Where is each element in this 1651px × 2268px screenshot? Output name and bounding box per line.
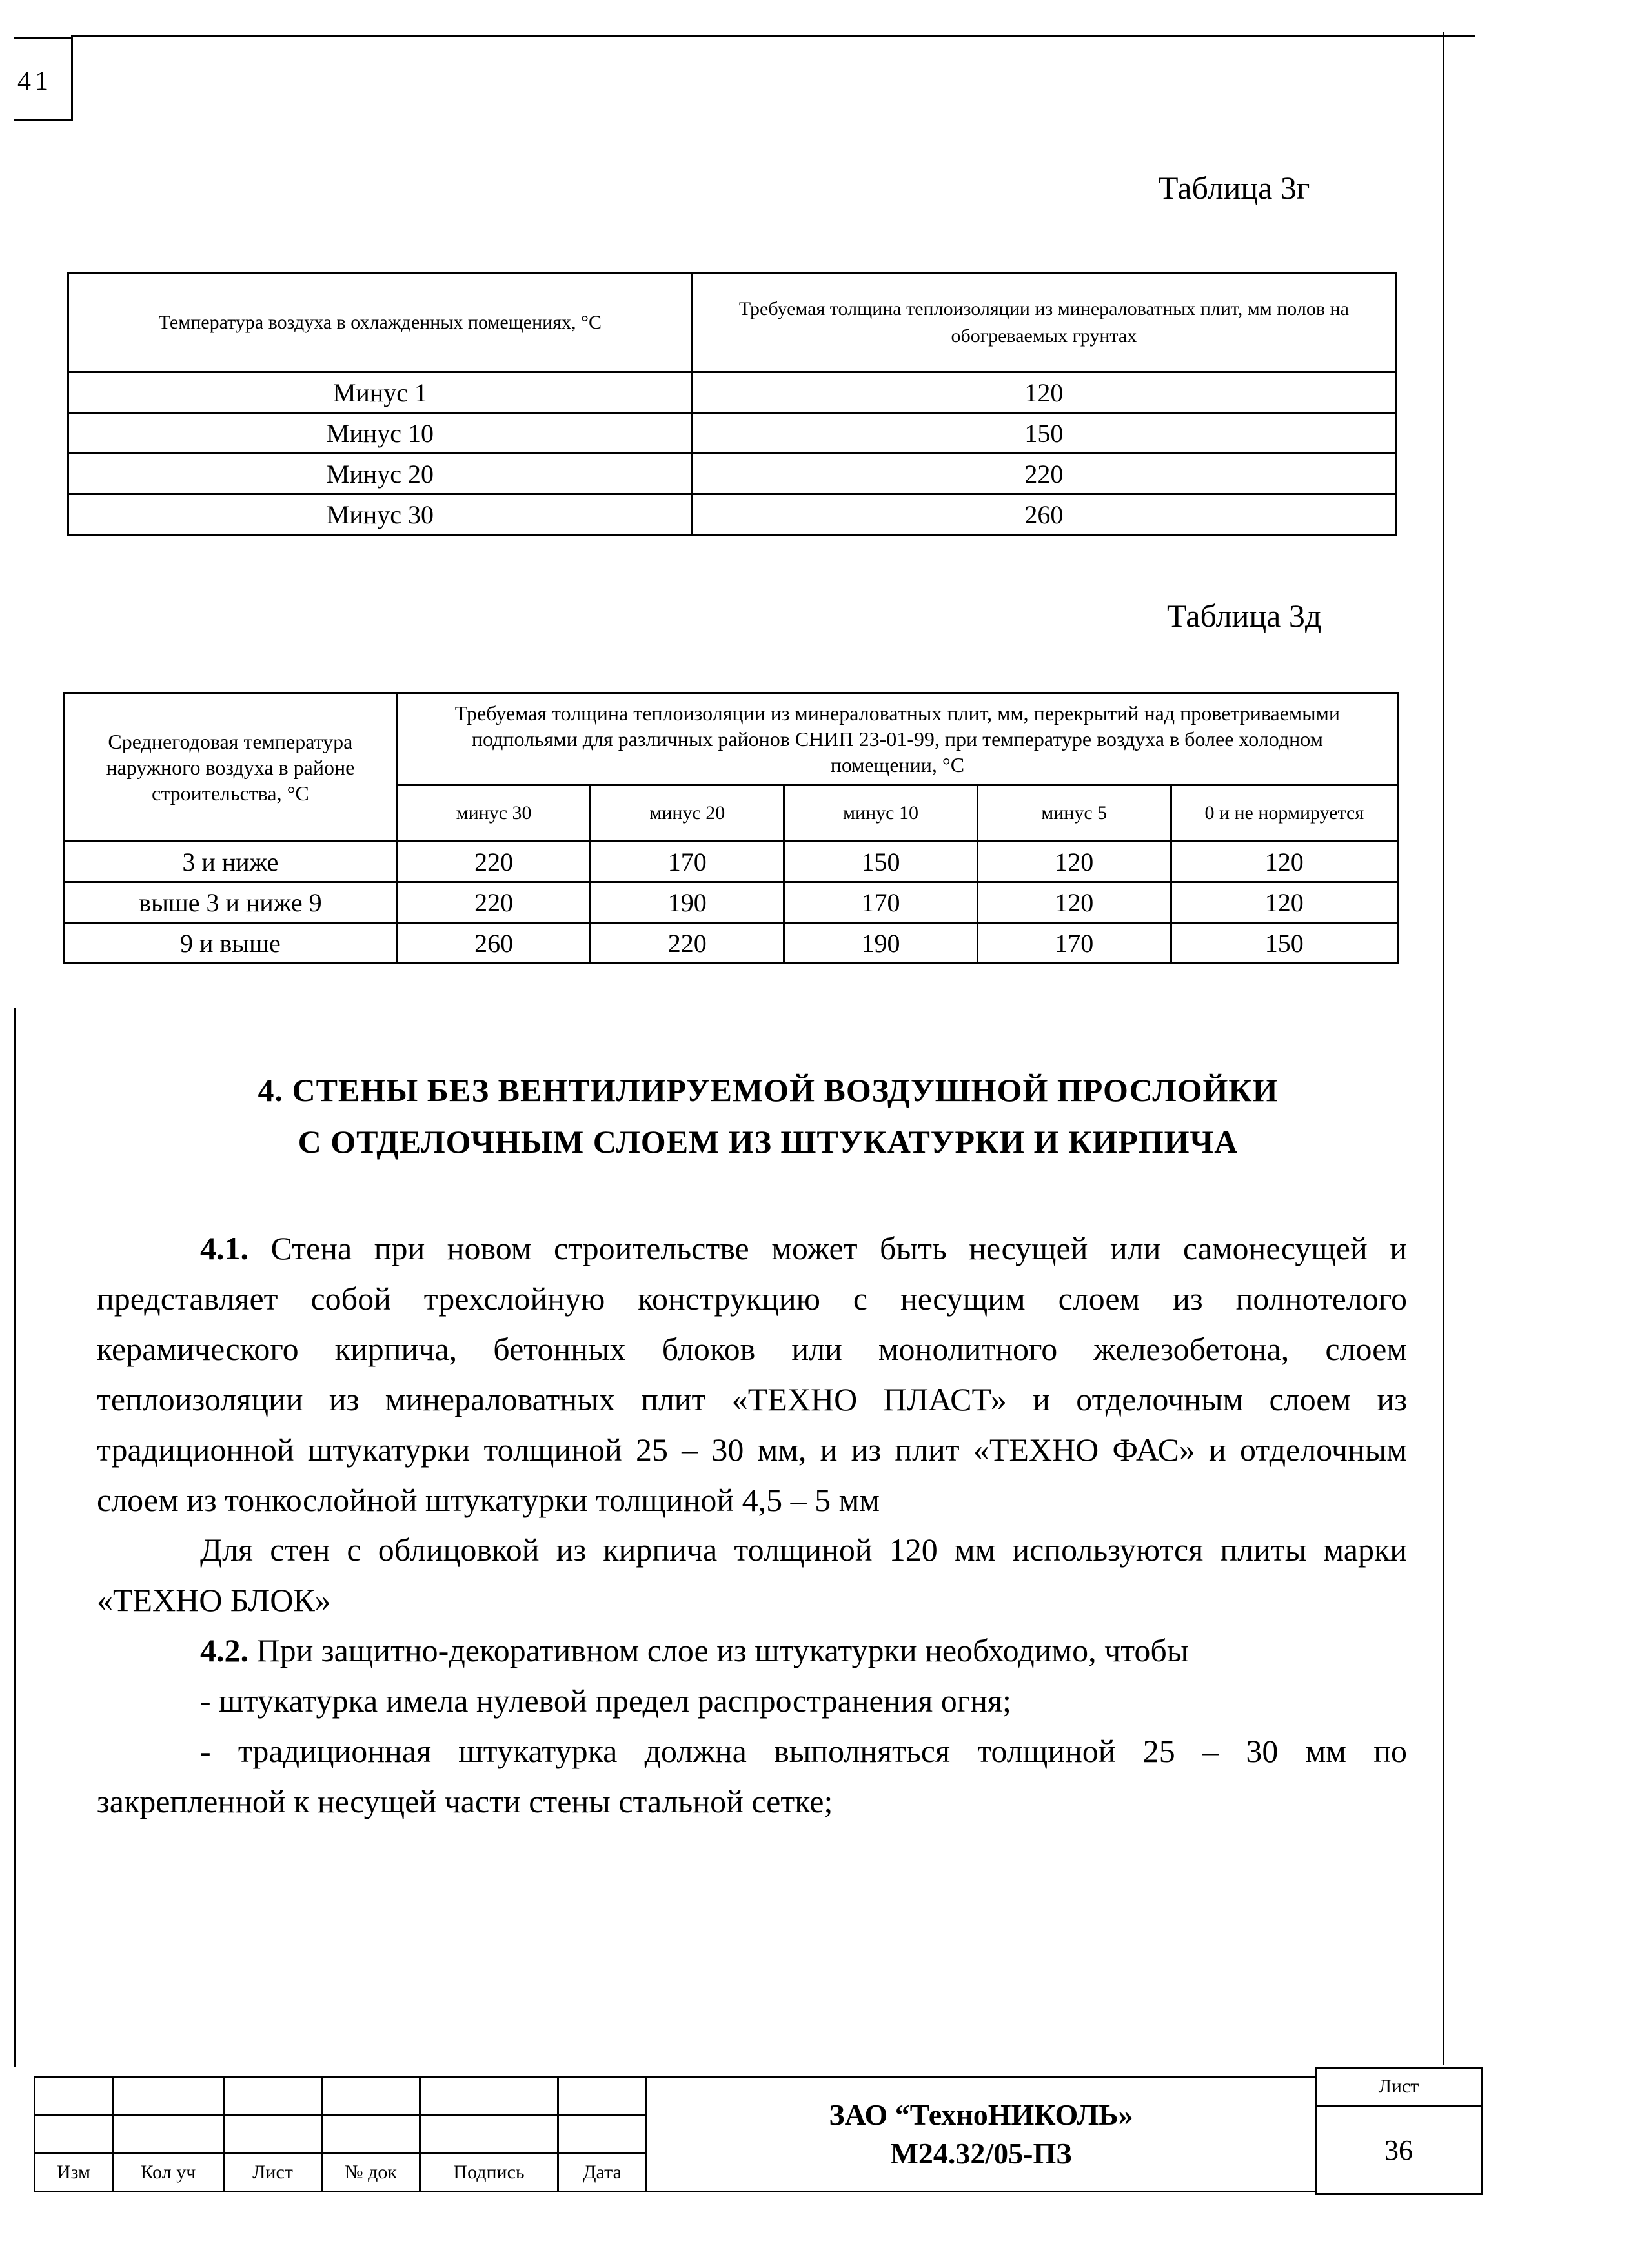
table-cell: Минус 1: [68, 372, 693, 413]
table-cell: 260: [692, 494, 1395, 535]
frame-left: [14, 1008, 16, 2067]
title-block-center: [645, 2076, 1317, 2192]
table-3d-subheader: минус 10: [784, 785, 978, 842]
bullet-fire: - штукатурка имела нулевой предел распространения огня;: [200, 1683, 1011, 1719]
table-cell: 220: [591, 923, 784, 964]
sheet-number-cell: [1315, 2105, 1483, 2195]
section-heading-line2: С ОТДЕЛОЧНЫМ СЛОЕМ ИЗ ШТУКАТУРКИ И КИРПИЧА: [298, 1124, 1239, 1160]
paragraph-4-2: [97, 1625, 1407, 1676]
company-name: ЗАО “ТехноНИКОЛЬ»: [829, 2098, 1133, 2131]
paragraph-text: Стена при новом строительстве может быть несущей или самонесущей и представляет собой трехслойную конструкцию с несущим слоем из полнотелого керамического кирпича, бетонных блоков или монолитного железобетона, слоем теплоизоляции из минераловатных плит «ТЕХНО ПЛАСТ» и отделочным слоем из традиционной штукатурки толщиной 25 – 30 мм, и из плит «ТЕХНО ФАС» и отделочным слоем из тонкослойной штукатурки толщиной 4,5 – 5 мм: [97, 1230, 1408, 1518]
table-cell: 170: [591, 842, 784, 882]
table-cell: 170: [977, 923, 1171, 964]
frame-right: [1443, 32, 1444, 2065]
table-3d-subheader: минус 30: [397, 785, 591, 842]
title-block-cell: [223, 2076, 323, 2116]
table-cell: Минус 30: [68, 494, 693, 535]
table-cell: Минус 20: [68, 454, 693, 494]
table-row: [68, 413, 1396, 454]
paragraph-4-1: [97, 1223, 1407, 1525]
section-heading-line1: 4. СТЕНЫ БЕЗ ВЕНТИЛИРУЕМОЙ ВОЗДУШНОЙ ПРОСЛОЙКИ: [258, 1072, 1279, 1108]
title-block-label-izm-cell: Изм: [34, 2152, 114, 2192]
table-3d-header-group: Требуемая толщина теплоизоляции из минераловатных плит, мм, перекрытий над проветриваемыми подпольями для различных районов СНИП 23-01-99, при температуре воздуха в более холодном помещении, °С: [397, 693, 1397, 785]
table-row: [64, 882, 1398, 923]
table-cell: 3 и ниже: [64, 842, 398, 882]
table-cell: 220: [692, 454, 1395, 494]
table-row: [68, 372, 1396, 413]
title-block-cell: [321, 2076, 421, 2116]
table-3g: [67, 272, 1397, 536]
table-cell: 220: [397, 842, 591, 882]
table-cell: 150: [692, 413, 1395, 454]
document-code: М24.32/05-ПЗ: [890, 2137, 1072, 2170]
table-3d-caption: Таблица 3д: [1167, 598, 1322, 634]
table-3d-header-region-temp: Среднегодовая температура наружного воздуха в районе строительства, °С: [64, 693, 398, 842]
title-block-label-doc-no-cell: № док: [321, 2152, 421, 2192]
table-cell: 150: [1171, 923, 1397, 964]
table-cell: 120: [1171, 842, 1397, 882]
table-3g-caption: Таблица 3г: [1159, 170, 1310, 206]
paragraph-brick: Для стен с облицовкой из кирпича толщиной 120 мм используются плиты марки «ТЕХНО БЛОК»: [97, 1532, 1407, 1618]
bullet-plaster: - традиционная штукатурка должна выполняться толщиной 25 – 30 мм по закрепленной к несущей части стены стальной сетке;: [97, 1733, 1407, 1819]
paragraph-text: При защитно-декоративном слое из штукатурки необходимо, чтобы: [256, 1632, 1189, 1668]
title-block-cell: [557, 2114, 647, 2154]
title-block-cell: [419, 2114, 559, 2154]
title-block-label-list-cell: Лист: [223, 2152, 323, 2192]
table-3d-subheader: минус 20: [591, 785, 784, 842]
table-cell: 120: [1171, 882, 1397, 923]
title-block-cell: [419, 2076, 559, 2116]
table-cell: 120: [692, 372, 1395, 413]
title-block-cell: [112, 2114, 225, 2154]
table-row: [68, 494, 1396, 535]
table-cell: 220: [397, 882, 591, 923]
table-3g-header-temp: Температура воздуха в охлажденных помещениях, °С: [68, 274, 693, 372]
title-block-cell: [321, 2114, 421, 2154]
table-3g-header-thickness: Требуемая толщина теплоизоляции из минераловатных плит, мм полов на обогреваемых грунтах: [692, 274, 1395, 372]
title-block-label-date-cell: Дата: [557, 2152, 647, 2192]
paragraph-number: 4.1.: [200, 1230, 248, 1266]
title-block-label-signature-cell: Подпись: [419, 2152, 559, 2192]
table-cell: 120: [977, 842, 1171, 882]
table-cell: 190: [591, 882, 784, 923]
title-block-cell: [34, 2076, 114, 2116]
table-cell: 150: [784, 842, 978, 882]
sheet-label-cell: [1315, 2067, 1483, 2107]
title-block-cell: [223, 2114, 323, 2154]
page-stub: [14, 37, 73, 121]
sheet-label: Лист: [1378, 2076, 1419, 2097]
table-cell: 120: [977, 882, 1171, 923]
table-cell: Минус 10: [68, 413, 693, 454]
table-row: [64, 923, 1398, 964]
page-stub-number: 41: [17, 66, 52, 96]
table-cell: 260: [397, 923, 591, 964]
paragraph-number: 4.2.: [200, 1632, 248, 1668]
title-block-cell: [557, 2076, 647, 2116]
table-cell: 170: [784, 882, 978, 923]
title-block-cell: [112, 2076, 225, 2116]
table-row: [68, 454, 1396, 494]
table-cell: выше 3 и ниже 9: [64, 882, 398, 923]
title-block-cell: [34, 2114, 114, 2154]
table-3d-subheader: 0 и не нормируется: [1171, 785, 1397, 842]
table-3d: [63, 692, 1399, 964]
sheet-number: 36: [1384, 2134, 1413, 2166]
table-3d-subheader: минус 5: [977, 785, 1171, 842]
table-cell: 9 и выше: [64, 923, 398, 964]
table-cell: 190: [784, 923, 978, 964]
table-row: [64, 842, 1398, 882]
frame-top: [71, 35, 1475, 37]
title-block-label-kol-uch-cell: Кол уч: [112, 2152, 225, 2192]
